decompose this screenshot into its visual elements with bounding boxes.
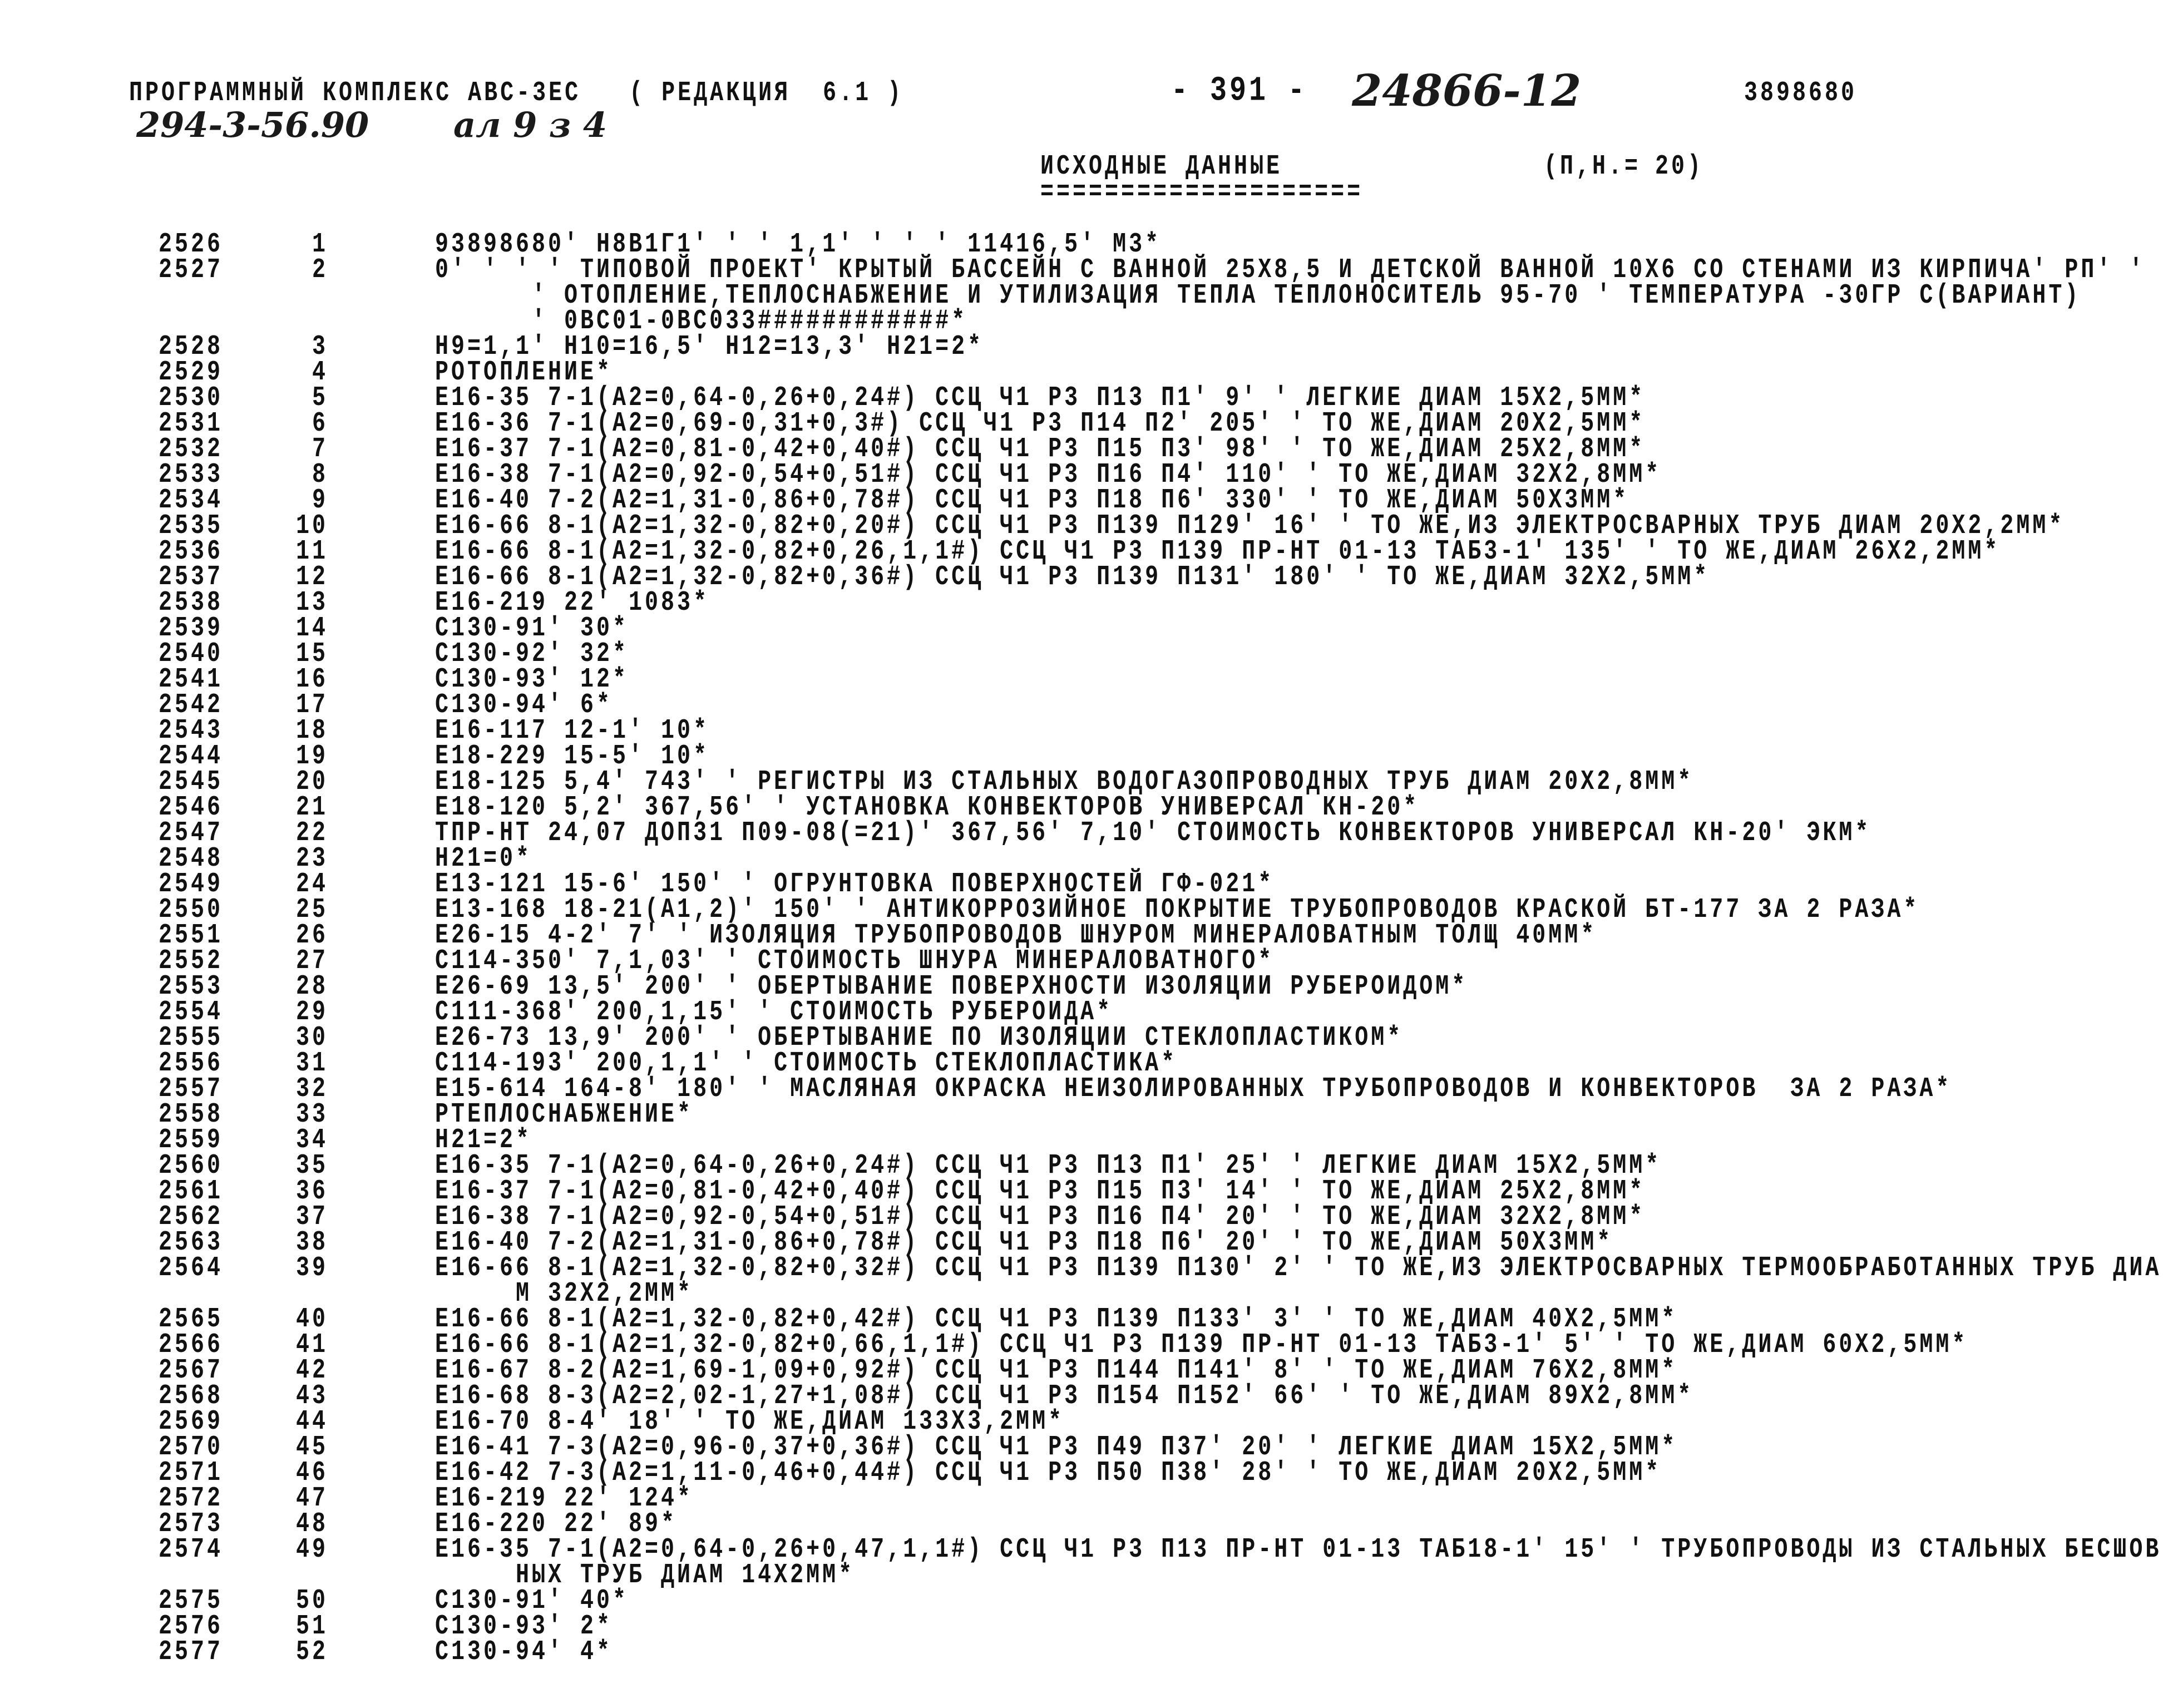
sequence-number: 2 (312, 255, 328, 287)
record-text: Е16-37 7-1(А2=0,81-0,42+0,40#) ССЦ Ч1 Р3 П15 П3' 14' ' ТО ЖЕ,ДИАМ 25Х2,8ММ* (435, 1176, 1646, 1208)
sequence-number: 16 (295, 664, 328, 696)
sequence-number: 35 (295, 1151, 328, 1182)
sequence-number: 15 (295, 639, 328, 670)
record-text: С111-368' 200,1,15' ' СТОИМОСТЬ РУБЕРОИДА* (435, 997, 1113, 1029)
record-text: С130-91' 40* (435, 1586, 629, 1617)
listing-row (0, 562, 2168, 594)
line-number: 2559 (159, 1125, 224, 1157)
line-number: 2543 (159, 715, 224, 747)
record-text: С114-350' 7,1,03' ' СТОИМОСТЬ ШНУРА МИНЕРАЛОВАТНОГО* (435, 946, 1275, 978)
record-text: Н21=2* (435, 1125, 532, 1157)
sequence-number: 36 (295, 1176, 328, 1208)
line-number: 2528 (159, 332, 224, 363)
pn-value: 20) (1655, 151, 1704, 183)
listing-row (0, 1355, 2168, 1387)
sequence-number: 51 (295, 1611, 328, 1643)
listing-row (0, 1278, 2168, 1310)
listing-row (0, 1458, 2168, 1489)
line-number: 2574 (159, 1534, 224, 1566)
sequence-number: 7 (312, 434, 328, 466)
listing-row (0, 1637, 2168, 1668)
handwritten-project: 294-3-56.90 (136, 105, 369, 145)
data-listing (0, 229, 2168, 1668)
record-text: Е16-35 7-1(А2=0,64-0,26+0,24#) ССЦ Ч1 Р3 П13 П1' 9' ' ЛЕГКИЕ ДИАМ 15Х2,5ММ* (435, 383, 1646, 414)
record-text: Е16-41 7-3(А2=0,96-0,37+0,36#) ССЦ Ч1 Р3 П49 П37' 20' ' ЛЕГКИЕ ДИАМ 15Х2,5ММ* (435, 1432, 1678, 1464)
continuation-text: М 32Х2,2ММ* (435, 1278, 694, 1310)
sequence-number: 48 (295, 1509, 328, 1541)
line-number: 2560 (159, 1151, 224, 1182)
listing-row (0, 229, 2168, 261)
sequence-number: 22 (295, 818, 328, 850)
sequence-number: 49 (295, 1534, 328, 1566)
listing-row (0, 434, 2168, 466)
record-text: Е16-66 8-1(А2=1,32-0,82+0,32#) ССЦ Ч1 Р3 П139 П130' 2' ' ТО ЖЕ,ИЗ ЭЛЕКТРОСВАРНЫХ ТЕРМООБРАБОТАННЫХ ТРУБ ДИА (435, 1253, 2162, 1285)
sequence-number: 33 (295, 1099, 328, 1131)
listing-row (0, 946, 2168, 978)
listing-row (0, 588, 2168, 619)
record-text: Е15-614 164-8' 180' ' МАСЛЯНАЯ ОКРАСКА НЕИЗОЛИРОВАННЫХ ТРУБОПРОВОДОВ И КОНВЕКТОРОВ ЗА 2 РАЗА* (435, 1074, 1952, 1105)
record-text: Е16-35 7-1(А2=0,64-0,26+0,47,1,1#) ССЦ Ч1 Р3 П13 ПР-НТ 01-13 ТАБ18-1' 15' ' ТРУБОПРОВОДЫ ИЗ СТАЛЬНЫХ БЕСШОВ (435, 1534, 2162, 1566)
record-text: Е16-70 8-4' 18' ' ТО ЖЕ,ДИАМ 133Х3,2ММ* (435, 1406, 1065, 1438)
line-number: 2548 (159, 843, 224, 875)
record-text: С130-93' 2* (435, 1611, 613, 1643)
listing-row (0, 1330, 2168, 1361)
record-text: Е16-67 8-2(А2=1,69-1,09+0,92#) ССЦ Ч1 Р3 П144 П141' 8' ' ТО ЖЕ,ДИАМ 76Х2,8ММ* (435, 1355, 1678, 1387)
sequence-number: 40 (295, 1304, 328, 1336)
record-text: Е16-36 7-1(А2=0,69-0,31+0,3#) ССЦ Ч1 Р3 П14 П2' 205' ' ТО ЖЕ,ДИАМ 20Х2,5ММ* (435, 408, 1646, 440)
sequence-number: 32 (295, 1074, 328, 1105)
listing-row (0, 1560, 2168, 1592)
sequence-number: 39 (295, 1253, 328, 1285)
record-text: С130-93' 12* (435, 664, 629, 696)
line-number: 2564 (159, 1253, 224, 1285)
record-text: 93898680' Н8В1Г1' ' ' 1,1' ' ' ' 11416,5' М3* (435, 229, 1162, 261)
sequence-number: 12 (295, 562, 328, 594)
line-number: 2540 (159, 639, 224, 670)
record-text: С130-91' 30* (435, 613, 629, 645)
record-text: ТПР-НТ 24,07 ДОП31 П09-08(=21)' 367,56' 7,10' СТОИМОСТЬ КОНВЕКТОРОВ УНИВЕРСАЛ КН-20' ЭКМ* (435, 818, 1871, 850)
line-number: 2534 (159, 485, 224, 517)
listing-row (0, 971, 2168, 1003)
record-text: Е18-120 5,2' 367,56' ' УСТАНОВКА КОНВЕКТОРОВ УНИВЕРСАЛ КН-20* (435, 792, 1420, 824)
sequence-number: 30 (295, 1023, 328, 1054)
sequence-number: 14 (295, 613, 328, 645)
line-number: 2541 (159, 664, 224, 696)
line-number: 2571 (159, 1458, 224, 1489)
line-number: 2575 (159, 1586, 224, 1617)
sequence-number: 1 (312, 229, 328, 261)
listing-row (0, 1253, 2168, 1285)
line-number: 2577 (159, 1637, 224, 1668)
listing-row (0, 1227, 2168, 1259)
section-title: ИСХОДНЫЕ ДАННЫЕ (1040, 151, 1283, 183)
listing-row (0, 767, 2168, 798)
handwritten-code: 24866-12 (1352, 66, 1582, 116)
listing-row (0, 255, 2168, 287)
line-number: 2529 (159, 357, 224, 389)
listing-row (0, 511, 2168, 542)
listing-row (0, 690, 2168, 722)
line-number: 2554 (159, 997, 224, 1029)
sequence-number: 45 (295, 1432, 328, 1464)
line-number: 2561 (159, 1176, 224, 1208)
record-text: Е16-37 7-1(А2=0,81-0,42+0,40#) ССЦ Ч1 Р3 П15 П3' 98' ' ТО ЖЕ,ДИАМ 25Х2,8ММ* (435, 434, 1646, 466)
line-number: 2547 (159, 818, 224, 850)
line-number: 2552 (159, 946, 224, 978)
sequence-number: 5 (312, 383, 328, 414)
listing-row (0, 1586, 2168, 1617)
sequence-number: 20 (295, 767, 328, 798)
line-number: 2530 (159, 383, 224, 414)
line-number: 2567 (159, 1355, 224, 1387)
record-text: Е16-40 7-2(А2=1,31-0,86+0,78#) ССЦ Ч1 Р3 П18 П6' 20' ' ТО ЖЕ,ДИАМ 50Х3ММ* (435, 1227, 1613, 1259)
sequence-number: 10 (295, 511, 328, 542)
sequence-number: 3 (312, 332, 328, 363)
sequence-number: 34 (295, 1125, 328, 1157)
sequence-number: 42 (295, 1355, 328, 1387)
record-text: Е16-220 22' 89* (435, 1509, 678, 1541)
line-number: 2532 (159, 434, 224, 466)
listing-row (0, 1048, 2168, 1080)
record-text: Е16-35 7-1(А2=0,64-0,26+0,24#) ССЦ Ч1 Р3 П13 П1' 25' ' ЛЕГКИЕ ДИАМ 15Х2,5ММ* (435, 1151, 1662, 1182)
line-number: 2531 (159, 408, 224, 440)
sequence-number: 13 (295, 588, 328, 619)
listing-row (0, 741, 2168, 773)
line-number: 2572 (159, 1483, 224, 1515)
line-number: 2566 (159, 1330, 224, 1361)
line-number: 2549 (159, 869, 224, 901)
listing-row (0, 460, 2168, 491)
listing-row (0, 869, 2168, 901)
listing-row (0, 1304, 2168, 1336)
line-number: 2557 (159, 1074, 224, 1105)
line-number: 2539 (159, 613, 224, 645)
listing-row (0, 920, 2168, 952)
line-number: 2565 (159, 1304, 224, 1336)
record-text: Е18-125 5,4' 743' ' РЕГИСТРЫ ИЗ СТАЛЬНЫХ ВОДОГАЗОПРОВОДНЫХ ТРУБ ДИАМ 20Х2,8ММ* (435, 767, 1694, 798)
record-text: Е26-69 13,5' 200' ' ОБЕРТЫВАНИЕ ПОВЕРХНОСТИ ИЗОЛЯЦИИ РУБЕРОИДОМ* (435, 971, 1468, 1003)
line-number: 2550 (159, 895, 224, 926)
record-text: С130-94' 6* (435, 690, 613, 722)
line-number: 2551 (159, 920, 224, 952)
line-number: 2536 (159, 536, 224, 568)
line-number: 2542 (159, 690, 224, 722)
record-text: РОТОПЛЕНИЕ* (435, 357, 613, 389)
handwritten-sheet: ал 9 з 4 (453, 105, 608, 145)
sequence-number: 9 (312, 485, 328, 517)
listing-row (0, 1202, 2168, 1233)
line-number: 2527 (159, 255, 224, 287)
title-underline: ==================== (1040, 177, 1364, 209)
continuation-text: ' 0ВС01-0ВС033############* (435, 306, 968, 338)
listing-row (0, 1151, 2168, 1182)
record-text: 0' ' ' ' ТИПОВОЙ ПРОЕКТ' КРЫТЫЙ БАССЕЙН С ВАННОЙ 25Х8,5 И ДЕТСКОЙ ВАННОЙ 10Х6 СО СТЕНАМИ ИЗ КИРПИЧА' РП' ' (435, 255, 2146, 287)
listing-row (0, 997, 2168, 1029)
sequence-number: 17 (295, 690, 328, 722)
listing-row (0, 1406, 2168, 1438)
listing-row (0, 818, 2168, 850)
header-program: ПРОГРАММНЫЙ КОМПЛЕКС АВС-3ЕС ( РЕДАКЦИЯ 6.1 ) (129, 78, 904, 110)
sequence-number: 31 (295, 1048, 328, 1080)
listing-row (0, 639, 2168, 670)
record-text: Е16-66 8-1(А2=1,32-0,82+0,26,1,1#) ССЦ Ч1 Р3 П139 ПР-НТ 01-13 ТАБ3-1' 135' ' ТО ЖЕ,ДИАМ 26Х2,2ММ* (435, 536, 2001, 568)
sequence-number: 52 (295, 1637, 328, 1668)
listing-row (0, 1432, 2168, 1464)
record-text: Е16-38 7-1(А2=0,92-0,54+0,51#) ССЦ Ч1 Р3 П16 П4' 110' ' ТО ЖЕ,ДИАМ 32Х2,8ММ* (435, 460, 1662, 491)
sequence-number: 29 (295, 997, 328, 1029)
listing-row (0, 843, 2168, 875)
record-text: Е16-38 7-1(А2=0,92-0,54+0,51#) ССЦ Ч1 Р3 П16 П4' 20' ' ТО ЖЕ,ДИАМ 32Х2,8ММ* (435, 1202, 1646, 1233)
listing-row (0, 895, 2168, 926)
listing-row (0, 536, 2168, 568)
listing-row (0, 1074, 2168, 1105)
record-text: Н9=1,1' Н10=16,5' Н12=13,3' Н21=2* (435, 332, 984, 363)
line-number: 2533 (159, 460, 224, 491)
sequence-number: 8 (312, 460, 328, 491)
sequence-number: 50 (295, 1586, 328, 1617)
listing-row (0, 1611, 2168, 1643)
record-text: Е16-42 7-3(А2=1,11-0,46+0,44#) ССЦ Ч1 Р3 П50 П38' 28' ' ТО ЖЕ,ДИАМ 20Х2,5ММ* (435, 1458, 1662, 1489)
listing-row (0, 357, 2168, 389)
listing-row (0, 1023, 2168, 1054)
listing-row (0, 1099, 2168, 1131)
listing-row (0, 1125, 2168, 1157)
line-number: 2537 (159, 562, 224, 594)
line-number: 2563 (159, 1227, 224, 1259)
pn-label: (П,Н.= (1544, 151, 1641, 183)
record-text: Е26-73 13,9' 200' ' ОБЕРТЫВАНИЕ ПО ИЗОЛЯЦИИ СТЕКЛОПЛАСТИКОМ* (435, 1023, 1404, 1054)
record-text: Е16-219 22' 1083* (435, 588, 710, 619)
page-number: - 391 - (1171, 71, 1308, 111)
listing-row (0, 1381, 2168, 1413)
record-text: Е13-121 15-6' 150' ' ОГРУНТОВКА ПОВЕРХНОСТЕЙ ГФ-021* (435, 869, 1275, 901)
listing-row (0, 408, 2168, 440)
line-number: 2558 (159, 1099, 224, 1131)
line-number: 2570 (159, 1432, 224, 1464)
line-number: 2576 (159, 1611, 224, 1643)
listing-row (0, 383, 2168, 414)
line-number: 2538 (159, 588, 224, 619)
line-number: 2553 (159, 971, 224, 1003)
listing-row (0, 485, 2168, 517)
document-code: 3898680 (1744, 78, 1858, 110)
sequence-number: 47 (295, 1483, 328, 1515)
sequence-number: 46 (295, 1458, 328, 1489)
sequence-number: 23 (295, 843, 328, 875)
continuation-text: НЫХ ТРУБ ДИАМ 14Х2ММ* (435, 1560, 855, 1592)
record-text: Е26-15 4-2' 7' ' ИЗОЛЯЦИЯ ТРУБОПРОВОДОВ ШНУРОМ МИНЕРАЛОВАТНЫМ ТОЛЩ 40ММ* (435, 920, 1597, 952)
line-number: 2556 (159, 1048, 224, 1080)
record-text: Е16-117 12-1' 10* (435, 715, 710, 747)
record-text: Е13-168 18-21(А1,2)' 150' ' АНТИКОРРОЗИЙНОЕ ПОКРЫТИЕ ТРУБОПРОВОДОВ КРАСКОЙ БТ-177 ЗА 2 РАЗА* (435, 895, 1920, 926)
sequence-number: 19 (295, 741, 328, 773)
sequence-number: 26 (295, 920, 328, 952)
listing-row (0, 306, 2168, 338)
line-number: 2545 (159, 767, 224, 798)
sequence-number: 6 (312, 408, 328, 440)
line-number: 2546 (159, 792, 224, 824)
listing-row (0, 664, 2168, 696)
listing-row (0, 715, 2168, 747)
record-text: Е16-66 8-1(А2=1,32-0,82+0,66,1,1#) ССЦ Ч1 Р3 П139 ПР-НТ 01-13 ТАБ3-1' 5' ' ТО ЖЕ,ДИАМ 60Х2,5ММ* (435, 1330, 1968, 1361)
listing-row (0, 1509, 2168, 1541)
line-number: 2555 (159, 1023, 224, 1054)
sequence-number: 38 (295, 1227, 328, 1259)
record-text: Н21=0* (435, 843, 532, 875)
line-number: 2526 (159, 229, 224, 261)
record-text: Е16-66 8-1(А2=1,32-0,82+0,42#) ССЦ Ч1 Р3 П139 П133' 3' ' ТО ЖЕ,ДИАМ 40Х2,5ММ* (435, 1304, 1678, 1336)
record-text: РТЕПЛОСНАБЖЕНИЕ* (435, 1099, 694, 1131)
line-number: 2569 (159, 1406, 224, 1438)
sequence-number: 11 (295, 536, 328, 568)
listing-row (0, 332, 2168, 363)
sequence-number: 28 (295, 971, 328, 1003)
record-text: Е16-66 8-1(А2=1,32-0,82+0,36#) ССЦ Ч1 Р3 П139 П131' 180' ' ТО ЖЕ,ДИАМ 32Х2,5ММ* (435, 562, 1710, 594)
line-number: 2535 (159, 511, 224, 542)
sequence-number: 27 (295, 946, 328, 978)
listing-row (0, 613, 2168, 645)
record-text: С130-92' 32* (435, 639, 629, 670)
line-number: 2573 (159, 1509, 224, 1541)
line-number: 2568 (159, 1381, 224, 1413)
sequence-number: 25 (295, 895, 328, 926)
sequence-number: 37 (295, 1202, 328, 1233)
record-text: Е16-66 8-1(А2=1,32-0,82+0,20#) ССЦ Ч1 Р3 П139 П129' 16' ' ТО ЖЕ,ИЗ ЭЛЕКТРОСВАРНЫХ ТРУБ ДИАМ 20Х2,2ММ* (435, 511, 2065, 542)
record-text: Е18-229 15-5' 10* (435, 741, 710, 773)
record-text: Е16-68 8-3(А2=2,02-1,27+1,08#) ССЦ Ч1 Р3 П154 П152' 66' ' ТО ЖЕ,ДИАМ 89Х2,8ММ* (435, 1381, 1694, 1413)
listing-row (0, 1176, 2168, 1208)
listing-row (0, 280, 2168, 312)
record-text: Е16-40 7-2(А2=1,31-0,86+0,78#) ССЦ Ч1 Р3 П18 П6' 330' ' ТО ЖЕ,ДИАМ 50Х3ММ* (435, 485, 1629, 517)
listing-row (0, 1534, 2168, 1566)
continuation-text: ' ОТОПЛЕНИЕ,ТЕПЛОСНАБЖЕНИЕ И УТИЛИЗАЦИЯ ТЕПЛА ТЕПЛОНОСИТЕЛЬ 95-70 ' ТЕМПЕРАТУРА -30ГР С(ВАРИАНТ) (435, 280, 2081, 312)
sequence-number: 41 (295, 1330, 328, 1361)
record-text: С114-193' 200,1,1' ' СТОИМОСТЬ СТЕКЛОПЛАСТИКА* (435, 1048, 1178, 1080)
line-number: 2562 (159, 1202, 224, 1233)
record-text: С130-94' 4* (435, 1637, 613, 1668)
sequence-number: 18 (295, 715, 328, 747)
sequence-number: 4 (312, 357, 328, 389)
sequence-number: 44 (295, 1406, 328, 1438)
sequence-number: 24 (295, 869, 328, 901)
listing-row (0, 792, 2168, 824)
sequence-number: 43 (295, 1381, 328, 1413)
listing-row (0, 1483, 2168, 1515)
line-number: 2544 (159, 741, 224, 773)
sequence-number: 21 (295, 792, 328, 824)
record-text: Е16-219 22' 124* (435, 1483, 694, 1515)
